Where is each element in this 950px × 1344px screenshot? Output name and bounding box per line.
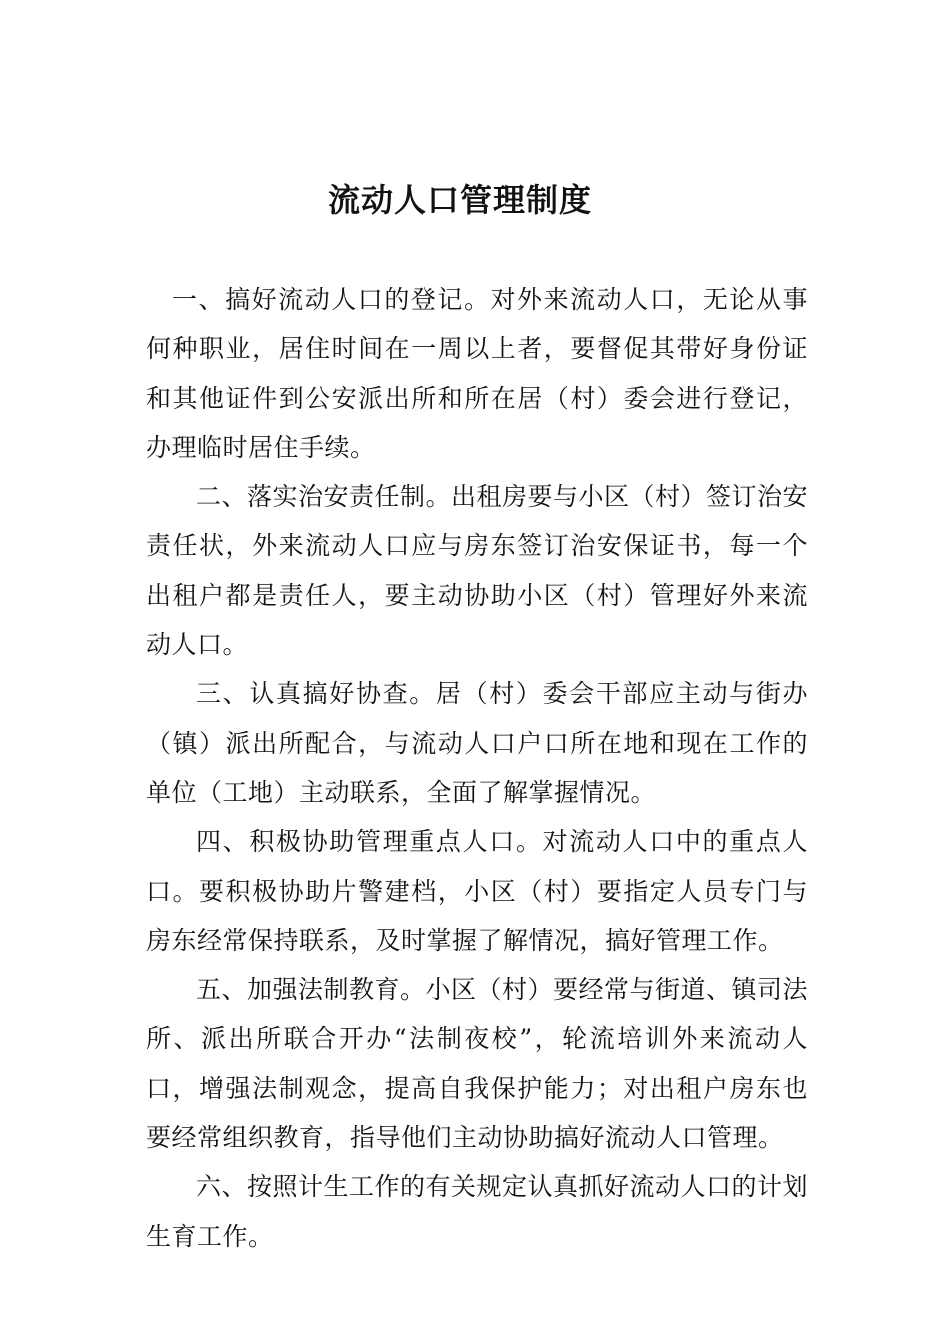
paragraph-legal-education: 五、加强法制教育。小区（村）要经常与街道、镇司法所、派出所联合开办“法制夜校”，轮流培训外来流动人口，增强法制观念，提高自我保护能力；对出租户房东也要经常组织教育，指导他们主动协助搞好流动人口管理。 <box>146 975 809 1153</box>
paragraph-investigation: 三、认真搞好协查。居（村）委会干部应主动与街办（镇）派出所配合，与流动人口户口所在地和现在工作的单位（工地）主动联系，全面了解掌握情况。 <box>146 679 808 807</box>
paragraph-family-planning: 六、按照计生工作的有关规定认真抓好流动人口的计划生育工作。 <box>146 1172 809 1251</box>
paragraph-security-responsibility: 二、落实治安责任制。出租房要与小区（村）签订治安责任状，外来流动人口应与房东签订治安保证书，每一个出租户都是责任人，要主动协助小区（村）管理好外来流动人口。 <box>146 482 809 660</box>
document-title: 流动人口管理制度 <box>327 181 592 219</box>
paragraph-registration: 一、搞好流动人口的登记。对外来流动人口，无论从事何种职业，居住时间在一周以上者，要督促其带好身份证和其他证件到公安派出所和所在居（村）委会进行登记，办理临时居住手续。 <box>146 285 808 462</box>
document-body <box>146 275 808 1261</box>
paragraph-key-population: 四、积极协助管理重点人口。对流动人口中的重点人口。要积极协助片警建档，小区（村）要指定人员专门与房东经常保持联系，及时掌握了解情况，搞好管理工作。 <box>146 827 808 955</box>
